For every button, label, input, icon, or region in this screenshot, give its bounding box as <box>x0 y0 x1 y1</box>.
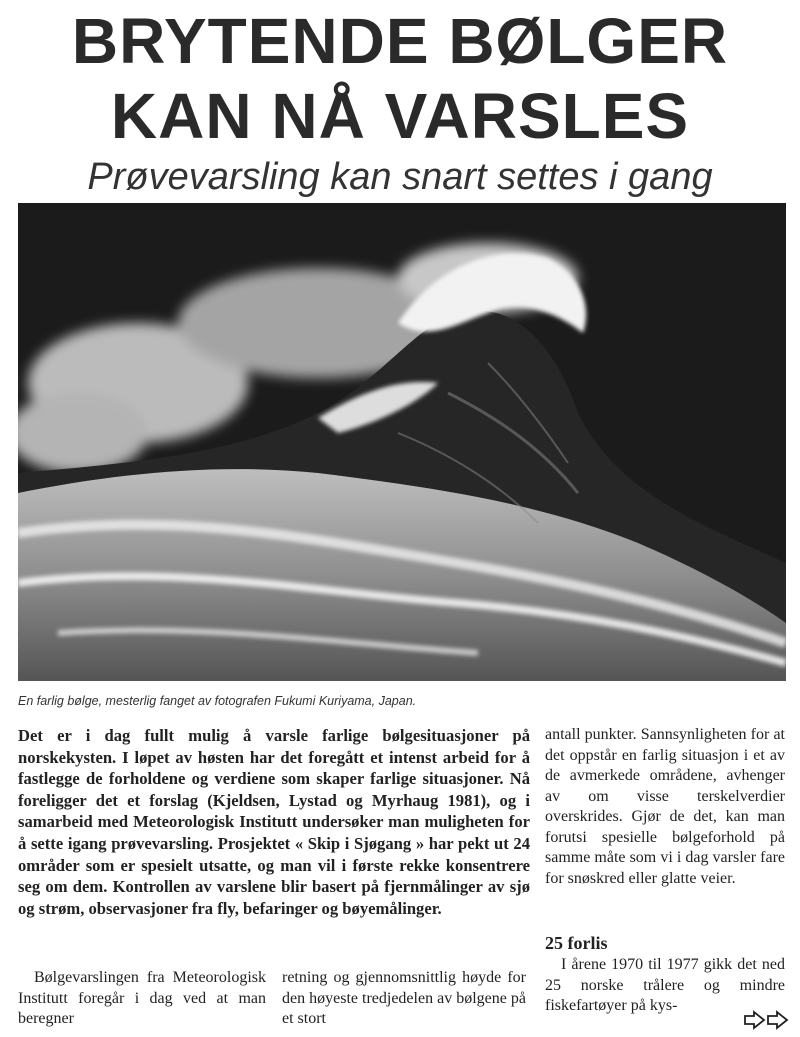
double-arrow-right-icon <box>744 1010 790 1030</box>
headline-line-1: BRYTENDE BØLGER <box>71 5 729 77</box>
body-column-4: I årene 1970 til 1977 gikk det ned 25 norske trålere og mindre fiskefartøyer på kys- <box>545 956 785 1014</box>
headline-line-2: KAN NÅ VARSLES <box>110 80 690 152</box>
body-column-2: retning og gjennomsnittlig høyde for den høyeste tredjedelen av bølgene på et stort <box>282 969 526 1027</box>
wave-photo <box>18 203 786 681</box>
wave-illustration <box>18 203 786 681</box>
section-heading: 25 forlis <box>545 933 608 953</box>
photo-caption: En farlig bølge, mesterlig fanget av fotografen Fukumi Kuriyama, Japan. <box>18 694 417 708</box>
body-column-3: antall punkter. Sannsynligheten for at det oppstår en farlig situasjon i et av de avmerkede områdene, avhenger av om visse terskelverdier overskrides. Gjør de det, kan man forutsi spesielle bølgeforhold på samme måte som vi i dag varsler fare for snøskred eller glatte veier. <box>545 726 785 887</box>
subtitle: Prøvevarsling kan snart settes i gang <box>87 156 713 198</box>
lead-paragraph: Det er i dag fullt mulig å varsle farlige bølgesituasjoner på norskekysten. I løpet av høsten har det foregått et intenst arbeid for å fastlegge de forholdene og verdiene som skaper farlige situasjoner. Nå foreligger det et forslag (Kjeldsen, Lystad og Myrhaug 1981), og i samarbeid med Meteorologisk Institutt undersøker man muligheten for å sette igang prøvevarsling. Prosjektet « Skip i Sjøgang » har pekt ut 24 områder som er spesielt utsatte, og man vil i første rekke konsentrere seg om dem. Kontrollen av varslene blir basert på fjernmålinger av sjø og strøm, observasjoner fra fly, befaringer og bøyemålinger. <box>18 726 530 918</box>
body-column-1: Bølgevarslingen fra Meteorologisk Institutt foregår i dag ved at man beregner <box>18 969 266 1027</box>
